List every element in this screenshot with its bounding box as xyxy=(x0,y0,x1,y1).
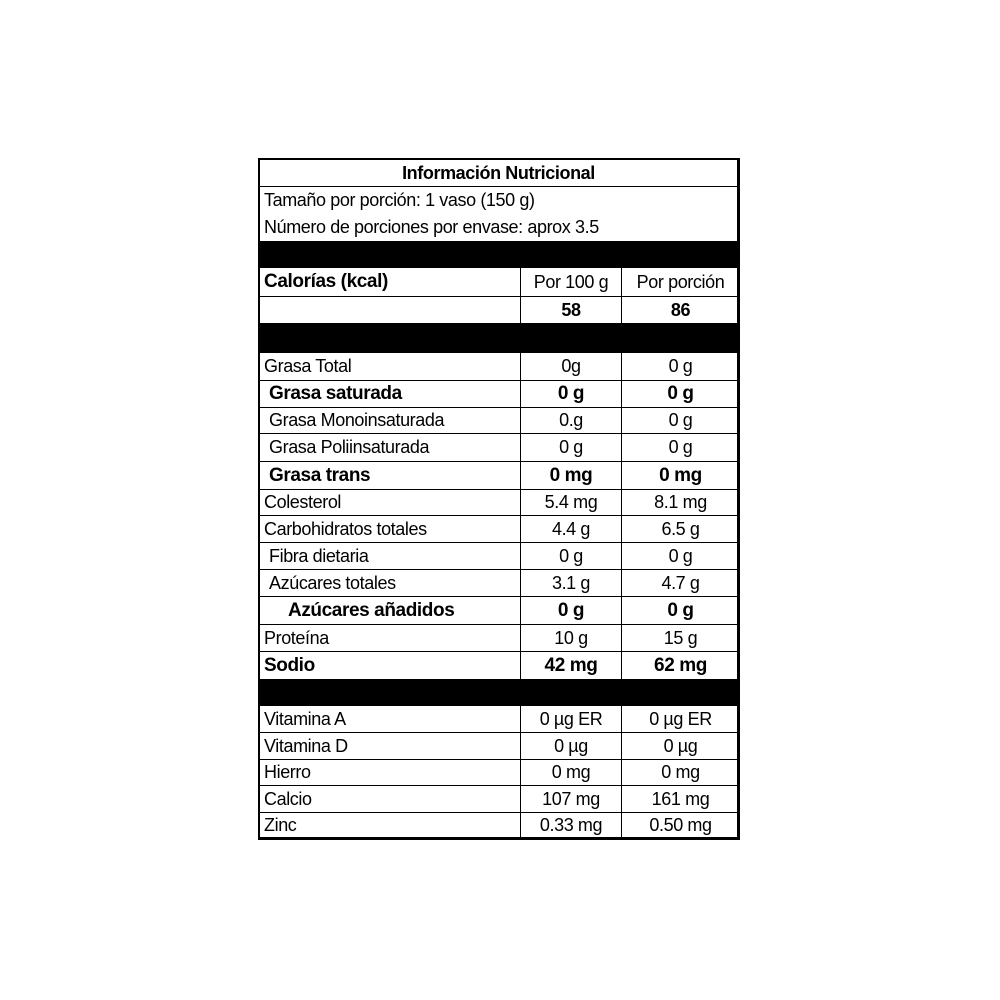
table-row xyxy=(260,516,737,543)
nutrient-per-serving: 62 mg xyxy=(621,652,739,679)
nutrient-per-100g: 42 mg xyxy=(520,652,621,679)
micronutrient-per-serving: 0 µg ER xyxy=(621,706,739,732)
black-divider-2 xyxy=(260,323,737,353)
serving-size-row xyxy=(260,187,737,214)
micronutrient-label: Vitamina D xyxy=(264,735,348,756)
table-row xyxy=(260,408,737,434)
nutrient-per-serving: 6.5 g xyxy=(621,516,739,542)
table-row xyxy=(260,381,737,408)
micronutrient-label: Zinc xyxy=(264,814,297,835)
table-row xyxy=(260,543,737,570)
serving-size: Tamaño por porción: 1 vaso (150 g) xyxy=(264,190,535,210)
nutrient-per-100g: 3.1 g xyxy=(520,570,621,596)
micronutrient-per-100g: 0 mg xyxy=(520,760,621,785)
nutrient-per-100g: 5.4 mg xyxy=(520,490,621,515)
nutrient-per-serving: 0 g xyxy=(621,597,739,624)
nutrient-per-100g: 0 mg xyxy=(520,462,621,489)
table-title: Información Nutricional xyxy=(402,162,595,183)
nutrition-facts-table xyxy=(258,158,740,840)
table-row xyxy=(260,652,737,679)
nutrient-label: Colesterol xyxy=(264,492,342,512)
per-100g-header: Por 100 g xyxy=(520,268,621,296)
nutrient-label: Grasa trans xyxy=(269,464,371,486)
table-row xyxy=(260,706,737,733)
nutrient-per-100g: 4.4 g xyxy=(520,516,621,542)
calories-values-row xyxy=(260,297,737,323)
nutrient-per-serving: 0 g xyxy=(621,408,739,433)
nutrient-label: Sodio xyxy=(264,654,315,676)
nutrient-label: Azúcares totales xyxy=(269,572,396,593)
nutrient-per-serving: 8.1 mg xyxy=(621,490,739,515)
nutrient-per-100g: 0 g xyxy=(520,381,621,407)
title-row xyxy=(260,160,737,187)
nutrient-per-serving: 4.7 g xyxy=(621,570,739,596)
nutrient-per-serving: 0 g xyxy=(621,353,739,380)
table-row xyxy=(260,570,737,597)
nutrient-per-100g: 0.g xyxy=(520,408,621,433)
micronutrient-label: Hierro xyxy=(264,762,311,782)
table-row xyxy=(260,786,737,813)
nutrient-label: Azúcares añadidos xyxy=(288,599,455,621)
calories-label: Calorías (kcal) xyxy=(264,271,388,292)
table-row xyxy=(260,434,737,462)
nutrient-label: Proteína xyxy=(264,627,329,648)
micronutrient-per-serving: 0 µg xyxy=(621,733,739,759)
table-row xyxy=(260,813,737,837)
table-row xyxy=(260,462,737,490)
per-serving-header: Por porción xyxy=(621,268,739,296)
nutrient-per-serving: 0 g xyxy=(621,381,739,407)
table-row xyxy=(260,597,737,625)
micronutrient-per-serving: 161 mg xyxy=(621,786,739,812)
calories-header-row xyxy=(260,268,737,297)
nutrient-per-100g: 10 g xyxy=(520,625,621,651)
nutrient-label: Carbohidratos totales xyxy=(264,518,427,539)
nutrient-per-100g: 0 g xyxy=(520,543,621,569)
micronutrient-per-100g: 107 mg xyxy=(520,786,621,812)
nutrient-label: Grasa saturada xyxy=(269,383,402,404)
micronutrient-label: Calcio xyxy=(264,788,312,809)
nutrient-label: Fibra dietaria xyxy=(269,545,369,566)
table-row xyxy=(260,760,737,786)
micronutrient-per-serving: 0.50 mg xyxy=(621,813,739,837)
servings-per-container: Número de porciones por envase: aprox 3.5 xyxy=(264,217,599,237)
table-row xyxy=(260,353,737,381)
nutrient-per-serving: 0 g xyxy=(621,543,739,569)
calories-per-100g: 58 xyxy=(520,297,621,323)
micronutrient-per-100g: 0.33 mg xyxy=(520,813,621,837)
nutrient-per-100g: 0g xyxy=(520,353,621,380)
micronutrient-per-100g: 0 µg ER xyxy=(520,706,621,732)
nutrient-per-100g: 0 g xyxy=(520,597,621,624)
black-divider-1 xyxy=(260,241,737,268)
servings-per-container-row xyxy=(260,214,737,241)
calories-per-serving: 86 xyxy=(621,297,739,323)
black-divider-3 xyxy=(260,679,737,706)
table-row xyxy=(260,625,737,652)
micronutrient-per-100g: 0 µg xyxy=(520,733,621,759)
nutrient-label: Grasa Poliinsaturada xyxy=(269,437,430,457)
table-row xyxy=(260,490,737,516)
nutrient-label: Grasa Total xyxy=(264,356,352,376)
micronutrient-label: Vitamina A xyxy=(264,708,346,729)
nutrient-per-serving: 15 g xyxy=(621,625,739,651)
nutrient-label: Grasa Monoinsaturada xyxy=(269,410,445,430)
table-row xyxy=(260,733,737,760)
nutrient-per-serving: 0 mg xyxy=(621,462,739,489)
nutrient-per-serving: 0 g xyxy=(621,434,739,461)
micronutrient-per-serving: 0 mg xyxy=(621,760,739,785)
nutrient-per-100g: 0 g xyxy=(520,434,621,461)
